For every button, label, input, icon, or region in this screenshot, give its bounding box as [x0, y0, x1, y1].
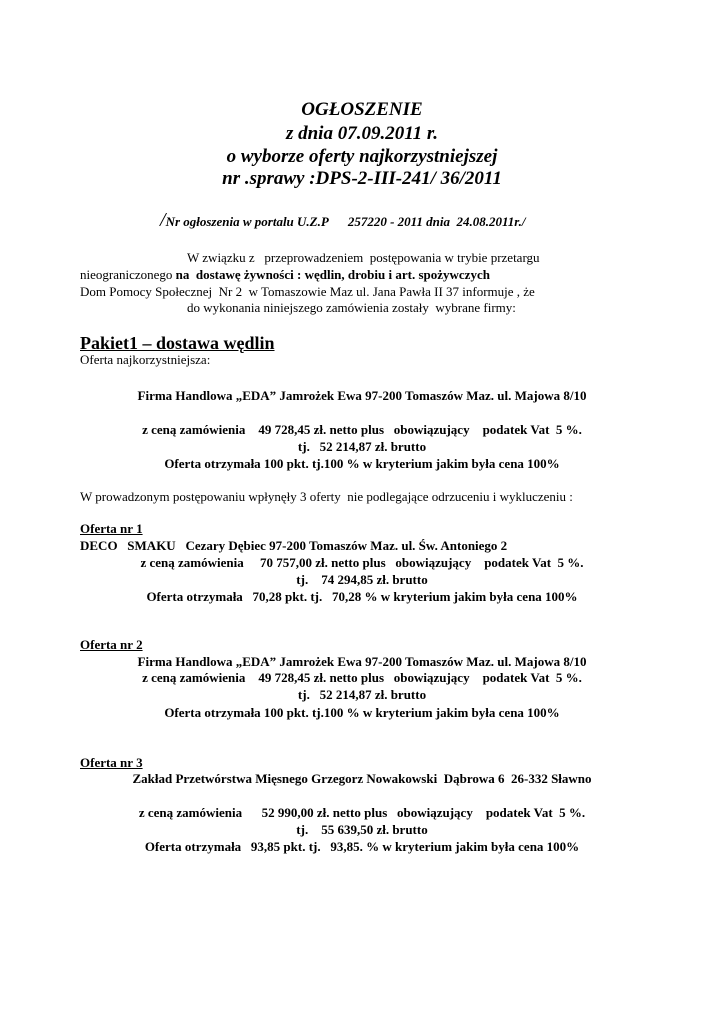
offer-3-points: Oferta otrzymała 93,85 pkt. tj. 93,85. % w kryterium jakim była cena 100% [144, 839, 580, 854]
offer-2-points: Oferta otrzymała 100 pkt. tj.100 % w kryterium jakim była cena 100% [164, 705, 560, 720]
intro-line-4: do wykonania niniejszego zamówienia zostały wybrane firmy: [187, 300, 516, 315]
offer-2-company: Firma Handlowa „EDA” Jamrożek Ewa 97-200 Tomaszów Maz. ul. Majowa 8/10 [137, 654, 587, 669]
title-line-2: z dnia 07.09.2011 r. [285, 123, 439, 144]
offer-3-heading: Oferta nr 3 [80, 755, 143, 770]
reference-text: Nr ogłoszenia w portalu U.Z.P 257220 - 2011 dnia 24.08.2011r./ [165, 214, 526, 229]
offer-2-price: z ceną zamówienia 49 728,45 zł. netto plus obowiązujący podatek Vat 5 %. [142, 670, 582, 685]
offer-1-company: DECO SMAKU Cezary Dębiec 97-200 Tomaszów Maz. ul. Św. Antoniego 2 [80, 538, 508, 553]
intro-line-1: W związku z przeprowadzeniem postępowania w trybie przetargu [187, 250, 540, 265]
offer-1-heading: Oferta nr 1 [80, 521, 143, 536]
intro-line-2-prefix: nieograniczonego [80, 267, 176, 282]
pakiet-title: Pakiet1 – dostawa wędlin [80, 333, 275, 353]
offer-3-brutto: tj. 55 639,50 zł. brutto [296, 822, 428, 837]
offers-summary: W prowadzonym postępowaniu wpłynęły 3 oferty nie podlegające odrzuceniu i wykluczeniu : [80, 489, 573, 504]
winner-brutto: tj. 52 214,87 zł. brutto [297, 439, 427, 454]
pakiet-subtitle: Oferta najkorzystniejsza: [80, 352, 211, 367]
offer-2-heading: Oferta nr 2 [80, 637, 143, 652]
offer-1-brutto: tj. 74 294,85 zł. brutto [296, 572, 428, 587]
intro-line-2-bold: na dostawę żywności : wędlin, drobiu i art. spożywczych [175, 267, 490, 282]
winner-price: z ceną zamówienia 49 728,45 zł. netto plus obowiązujący podatek Vat 5 %. [142, 422, 582, 437]
offer-2-brutto: tj. 52 214,87 zł. brutto [297, 687, 427, 702]
offer-1-price: z ceną zamówienia 70 757,00 zł. netto plus obowiązujący podatek Vat 5 %. [140, 555, 584, 570]
portal-reference [160, 210, 526, 230]
intro-line-3: Dom Pomocy Społecznej Nr 2 w Tomaszowie Maz ul. Jana Pawła II 37 informuje , że [80, 284, 535, 299]
title-line-4: nr .sprawy :DPS-2-III-241/ 36/2011 [222, 168, 502, 189]
offer-1-points: Oferta otrzymała 70,28 pkt. tj. 70,28 % w kryterium jakim była cena 100% [146, 589, 578, 604]
title-line-3: o wyborze oferty najkorzystniejszej [226, 146, 498, 167]
offer-3-company: Zakład Przetwórstwa Mięsnego Grzegorz Nowakowski Dąbrowa 6 26-332 Sławno [132, 771, 592, 786]
offer-3-price: z ceną zamówienia 52 990,00 zł. netto plus obowiązujący podatek Vat 5 %. [138, 805, 586, 820]
winner-company: Firma Handlowa „EDA” Jamrożek Ewa 97-200 Tomaszów Maz. ul. Majowa 8/10 [137, 388, 587, 403]
title-line-1: OGŁOSZENIE [301, 99, 423, 120]
reference-slash: / [160, 209, 166, 231]
intro-line-2 [80, 268, 490, 281]
winner-points: Oferta otrzymała 100 pkt. tj.100 % w kryterium jakim była cena 100% [164, 456, 560, 471]
